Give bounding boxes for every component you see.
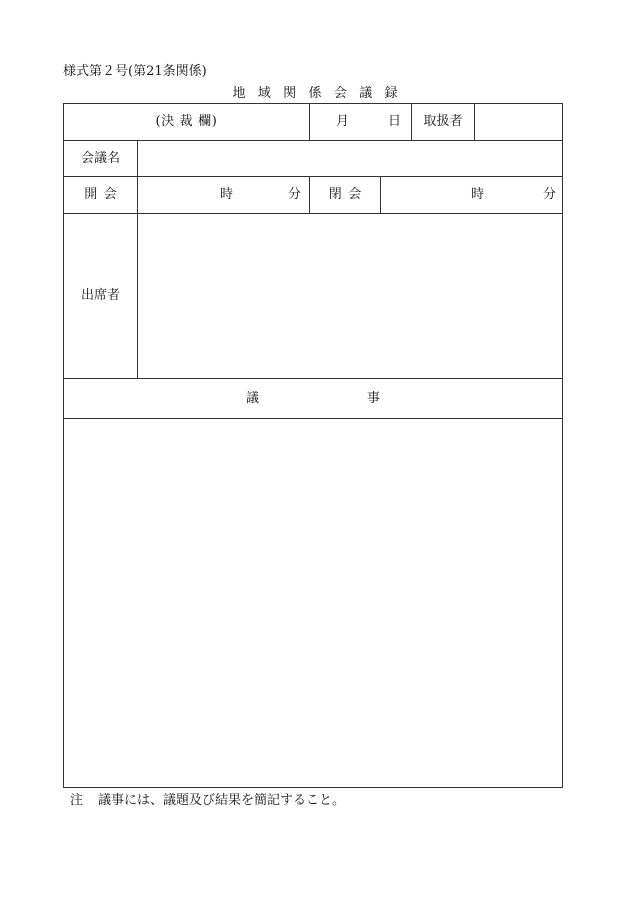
decision-row (64, 104, 563, 141)
proceedings-header-row (64, 379, 563, 419)
open-minute-label: 分 (287, 187, 301, 202)
form-number: 様式第２号(第21条関係) (63, 64, 207, 79)
decision-box-label: (決 裁 欄) (64, 104, 310, 141)
month-label: 月 (336, 114, 350, 129)
proceedings-body-row (64, 419, 563, 788)
attendees-label: 出席者 (64, 214, 138, 379)
attendees-field[interactable] (138, 214, 563, 379)
document-title: 地域関係会議録 (232, 86, 410, 101)
time-row (64, 177, 563, 214)
footnote-mark: 注 (70, 793, 84, 808)
footnote-text: 議事には、議題及び結果を簡記すること。 (98, 793, 346, 808)
close-hour-label: 時 (471, 187, 485, 202)
meeting-name-row (64, 141, 563, 177)
close-time-field[interactable] (381, 177, 563, 214)
proceedings-field[interactable] (64, 419, 563, 788)
footnote (70, 793, 345, 809)
handler-field[interactable] (475, 104, 563, 141)
close-minute-label: 分 (542, 187, 556, 202)
proceedings-heading (64, 379, 563, 419)
attendees-row (64, 214, 563, 379)
day-label: 日 (387, 114, 401, 129)
open-time-field[interactable] (138, 177, 310, 214)
open-hour-label: 時 (220, 187, 234, 202)
open-label: 開会 (64, 177, 138, 214)
handler-label: 取扱者 (412, 104, 475, 141)
meeting-name-label: 会議名 (64, 141, 138, 177)
proceedings-heading-char-1: 議 (245, 390, 259, 406)
proceedings-heading-char-2: 事 (367, 390, 381, 406)
close-label: 閉会 (310, 177, 381, 214)
meeting-name-field[interactable] (138, 141, 563, 177)
date-cell[interactable] (310, 104, 412, 141)
meeting-record-form (63, 103, 563, 788)
